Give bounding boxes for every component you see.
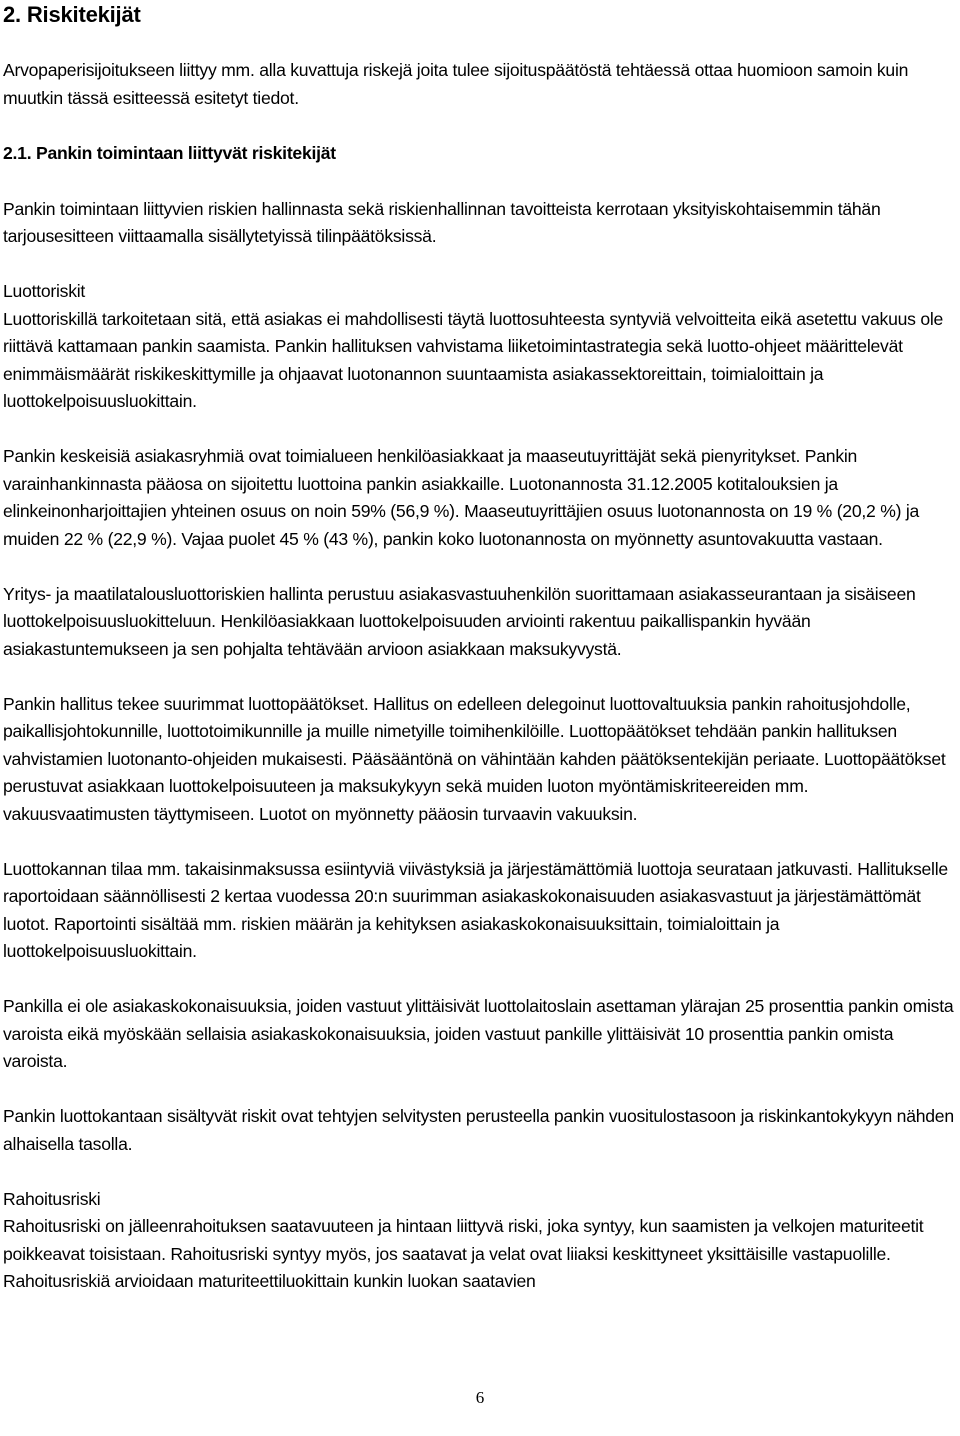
page-number: 6 [475, 1388, 485, 1407]
credit-risk-paragraph: Pankin keskeisiä asiakasryhmiä ovat toimialueen henkilöasiakkaat ja maaseutuyrittäjät sekä pienyritykset. Pankin varainhankinnasta pääosa on sijoitettu luottoina pankin asiakkaille. Luotonannosta 31.12.2005 kotitalouksien ja elinkeinonharjoittajien yhteinen osuus on noin 59% (56,9 %). Maaseutuyrittäjien osuus luotonannosta on 19 % (20,2 %) ja muiden 22 % (22,9 %). Vajaa puolet 45 % (43 %), pankin koko luotonannosta on myönnetty asuntovakuutta vastaan. [3, 446, 920, 549]
funding-risk-title: Rahoitusriski [3, 1188, 101, 1209]
intro-paragraph: Arvopaperisijoitukseen liittyy mm. alla kuvattuja riskejä joita tulee sijoituspäätöstä tehtäessä ottaa huomioon samoin kuin muutkin tässä esitteessä esitetyt tiedot. [3, 60, 909, 108]
credit-risk-paragraph: Yritys- ja maatilatalousluottoriskien hallinta perustuu asiakasvastuuhenkilön suorittamaan asiakasseurantaan ja sisäiseen luottokelpoisuusluokitteluun. Henkilöasiakkaan luottokelpoisuuden arviointi rakentuu paikallispankin hyvään asiakastuntemukseen ja sen pohjalta tehtävään arvioon asiakkaan maksukyvystä. [3, 583, 916, 659]
credit-risk-section [3, 278, 957, 1158]
credit-risk-paragraph: Pankilla ei ole asiakaskokonaisuuksia, joiden vastuut ylittäisivät luottolaitoslain asettaman ylärajan 25 prosenttia pankin omista varoista eikä myöskään sellaisia asiakaskokonaisuuksia, joiden vastuut pankille ylittäisivät 10 prosenttia pankin omista varoista. [3, 996, 954, 1071]
credit-risk-title: Luottoriskit [3, 281, 86, 301]
section-heading-riskitekijat: 2. Riskitekijät [3, 2, 141, 27]
credit-risk-paragraph: Luottoriskillä tarkoitetaan sitä, että asiakas ei mahdollisesti täytä luottosuhteesta syntyviä velvoitteita eikä asetettu vakuus ole riittävä kattamaan pankin saamista. Pankin hallituksen vahvistama liiketoimintastrategia sekä luotto-ohjeet määrittelevät enimmäismäärät riskikeskittymille ja ohjaavat luotonannon suuntaamista asiakassektoreittain, toimialoittain ja luottokelpoisuusluokittain. [3, 308, 944, 411]
funding-risk-section [3, 1186, 957, 1296]
credit-risk-paragraph: Pankin luottokantaan sisältyvät riskit ovat tehtyjen selvitysten perusteella pankin vuositulostasoon ja riskinkantokykyyn nähden alhaisella tasolla. [3, 1106, 954, 1154]
funding-risk-paragraph: Rahoitusriski on jälleenrahoituksen saatavuuteen ja hintaan liittyvä riski, joka syntyy, kun saamisten ja velkojen maturiteetit poikkeavat toisistaan. Rahoitusriski syntyy myös, jos saatavat ja velat ovat liiaksi keskittyneet yksittäisille vastapuolille. Rahoitusriskiä arvioidaan maturiteettiluokittain kunkin luokan saatavien [3, 1216, 924, 1291]
section-intro-paragraph: Pankin toimintaan liittyvien riskien hallinnasta sekä riskienhallinnan tavoitteista kerrotaan yksityiskohtaisemmin tähän tarjousesitteen viittaamalla sisällytetyissä tilinpäätöksissä. [3, 198, 881, 246]
credit-risk-paragraph: Pankin hallitus tekee suurimmat luottopäätökset. Hallitus on edelleen delegoinut luottovaltuuksia pankin rahoitusjohdolle, paikallisjohtokunnille, luottotoimikunnille ja muille nimetyille toimihenkilöille. Luottopäätökset tehdään pankin hallituksen vahvistamien luotonanto-ohjeiden mukaisesti. Pääsääntönä on vähintään kahden päätöksentekijän periaate. Luottopäätökset perustuvat asiakkaan luottokelpoisuuteen ja maksukykyyn sekä muiden luoton myöntämiskriteereiden mm. vakuusvaatimusten täyttymiseen. Luotot on myönnetty pääosin turvaavin vakuuksin. [3, 693, 946, 824]
subsection-heading-pankin-toimintaan: 2.1. Pankin toimintaan liittyvät riskitekijät [3, 143, 336, 163]
document-page [3, 0, 957, 1296]
credit-risk-paragraph: Luottokannan tilaa mm. takaisinmaksussa esiintyviä viivästyksiä ja järjestämättömiä luottoja seurataan jatkuvasti. Hallitukselle raportoidaan säännöllisesti 2 kertaa vuodessa 20:n suurimman asiakaskokonaisuuden asiakasvastuut ja järjestämättömät luotot. Raportointi sisältää mm. riskien määrän ja kehityksen asiakaskokonaisuuksittain, toimialoittain ja luottokelpoisuusluokittain. [3, 858, 948, 961]
